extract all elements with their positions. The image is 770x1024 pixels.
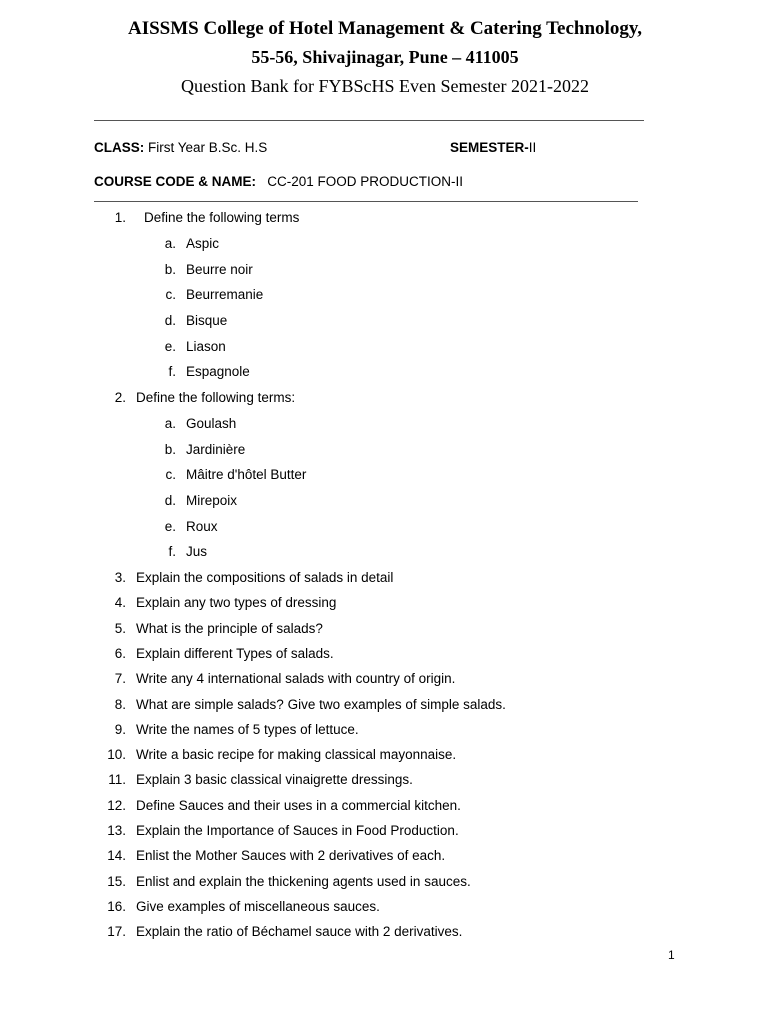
question-text: Write any 4 international salads with country of origin. [136,671,456,687]
question-text: Define the following terms [144,210,300,225]
sub-letter: e. [164,338,176,354]
class-label: CLASS: [94,140,145,155]
sub-letter: a. [164,415,176,431]
question-text: Explain any two types of dressing [136,595,337,611]
question-number: 11. [108,772,126,788]
question-number: 10. [107,747,126,763]
question-text: What is the principle of salads? [136,620,323,636]
question-text: What are simple salads? Give two examples of simple salads. [136,696,506,712]
sub-letter: d. [164,312,176,328]
sub-letter: a. [164,235,176,251]
header-divider [94,120,644,121]
question-text: Explain the compositions of salads in detail [136,570,394,585]
question-number: 14. [107,848,126,864]
sub-text: Goulash [186,415,237,431]
semester-line [450,140,536,155]
sub-text: Mâitre d'hôtel Butter [186,467,307,483]
question-text: Define the following terms: [136,390,296,405]
question-text: Enlist and explain the thickening agents used in sauces. [136,873,471,889]
question-text: Write a basic recipe for making classical mayonnaise. [136,747,457,763]
semester-label: SEMESTER- [450,140,529,155]
page-number: 1 [668,948,675,962]
document-subtitle: Question Bank for FYBScHS Even Semester 2021-2022 [181,76,589,96]
question-number: 13. [107,823,126,838]
question-number: 6. [114,645,126,661]
sub-text: Bisque [186,312,228,328]
sub-text: Jus [186,544,208,560]
question-number: 8. [114,696,126,712]
question-number: 3. [114,570,126,585]
sub-letter: e. [164,518,176,534]
sub-letter: b. [164,441,176,457]
college-name: AISSMS College of Hotel Management & Catering Technology, [127,18,643,39]
course-label: COURSE CODE & NAME: [94,174,257,189]
question-text: Write the names of 5 types of lettuce. [136,721,359,737]
question-number: 9. [114,721,126,737]
question-number: 5. [114,620,126,636]
sub-letter: d. [164,492,176,508]
question-number: 16. [107,898,126,914]
question-text: Explain the Importance of Sauces in Food Production. [136,823,459,838]
question-number: 2. [114,390,126,405]
sub-letter: f. [168,544,176,560]
sub-letter: c. [165,467,176,483]
course-line [94,174,463,189]
sub-letter: f. [168,364,176,380]
sub-text: Beurremanie [186,287,264,303]
sub-text: Roux [186,518,218,534]
college-address: 55-56, Shivajinagar, Pune – 411005 [251,47,519,67]
question-text: Enlist the Mother Sauces with 2 derivatives of each. [136,848,446,864]
question-text: Give examples of miscellaneous sauces. [136,898,380,914]
sub-letter: c. [165,287,176,303]
sub-text: Espagnole [186,364,250,380]
question-number: 4. [114,595,126,611]
question-number: 7. [114,671,126,687]
sub-text: Liason [186,338,226,354]
sub-letter: b. [164,261,176,277]
question-text: Explain 3 basic classical vinaigrette dressings. [136,772,413,788]
question-text: Define Sauces and their uses in a commercial kitchen. [136,797,461,813]
course-divider [94,201,638,202]
class-line [94,140,267,155]
question-text: Explain the ratio of Béchamel sauce with 2 derivatives. [136,924,463,940]
question-text: Explain different Types of salads. [136,645,334,661]
semester-value: II [528,140,537,155]
question-number: 17. [107,924,126,940]
question-number: 1. [114,210,126,225]
class-value: First Year B.Sc. H.S [148,140,268,155]
sub-text: Aspic [186,235,220,251]
course-value: CC-201 FOOD PRODUCTION-II [267,174,464,189]
question-number: 15. [107,873,126,889]
sub-text: Mirepoix [186,492,238,508]
sub-text: Jardinière [186,441,246,457]
question-number: 12. [107,797,126,813]
sub-text: Beurre noir [186,261,253,277]
